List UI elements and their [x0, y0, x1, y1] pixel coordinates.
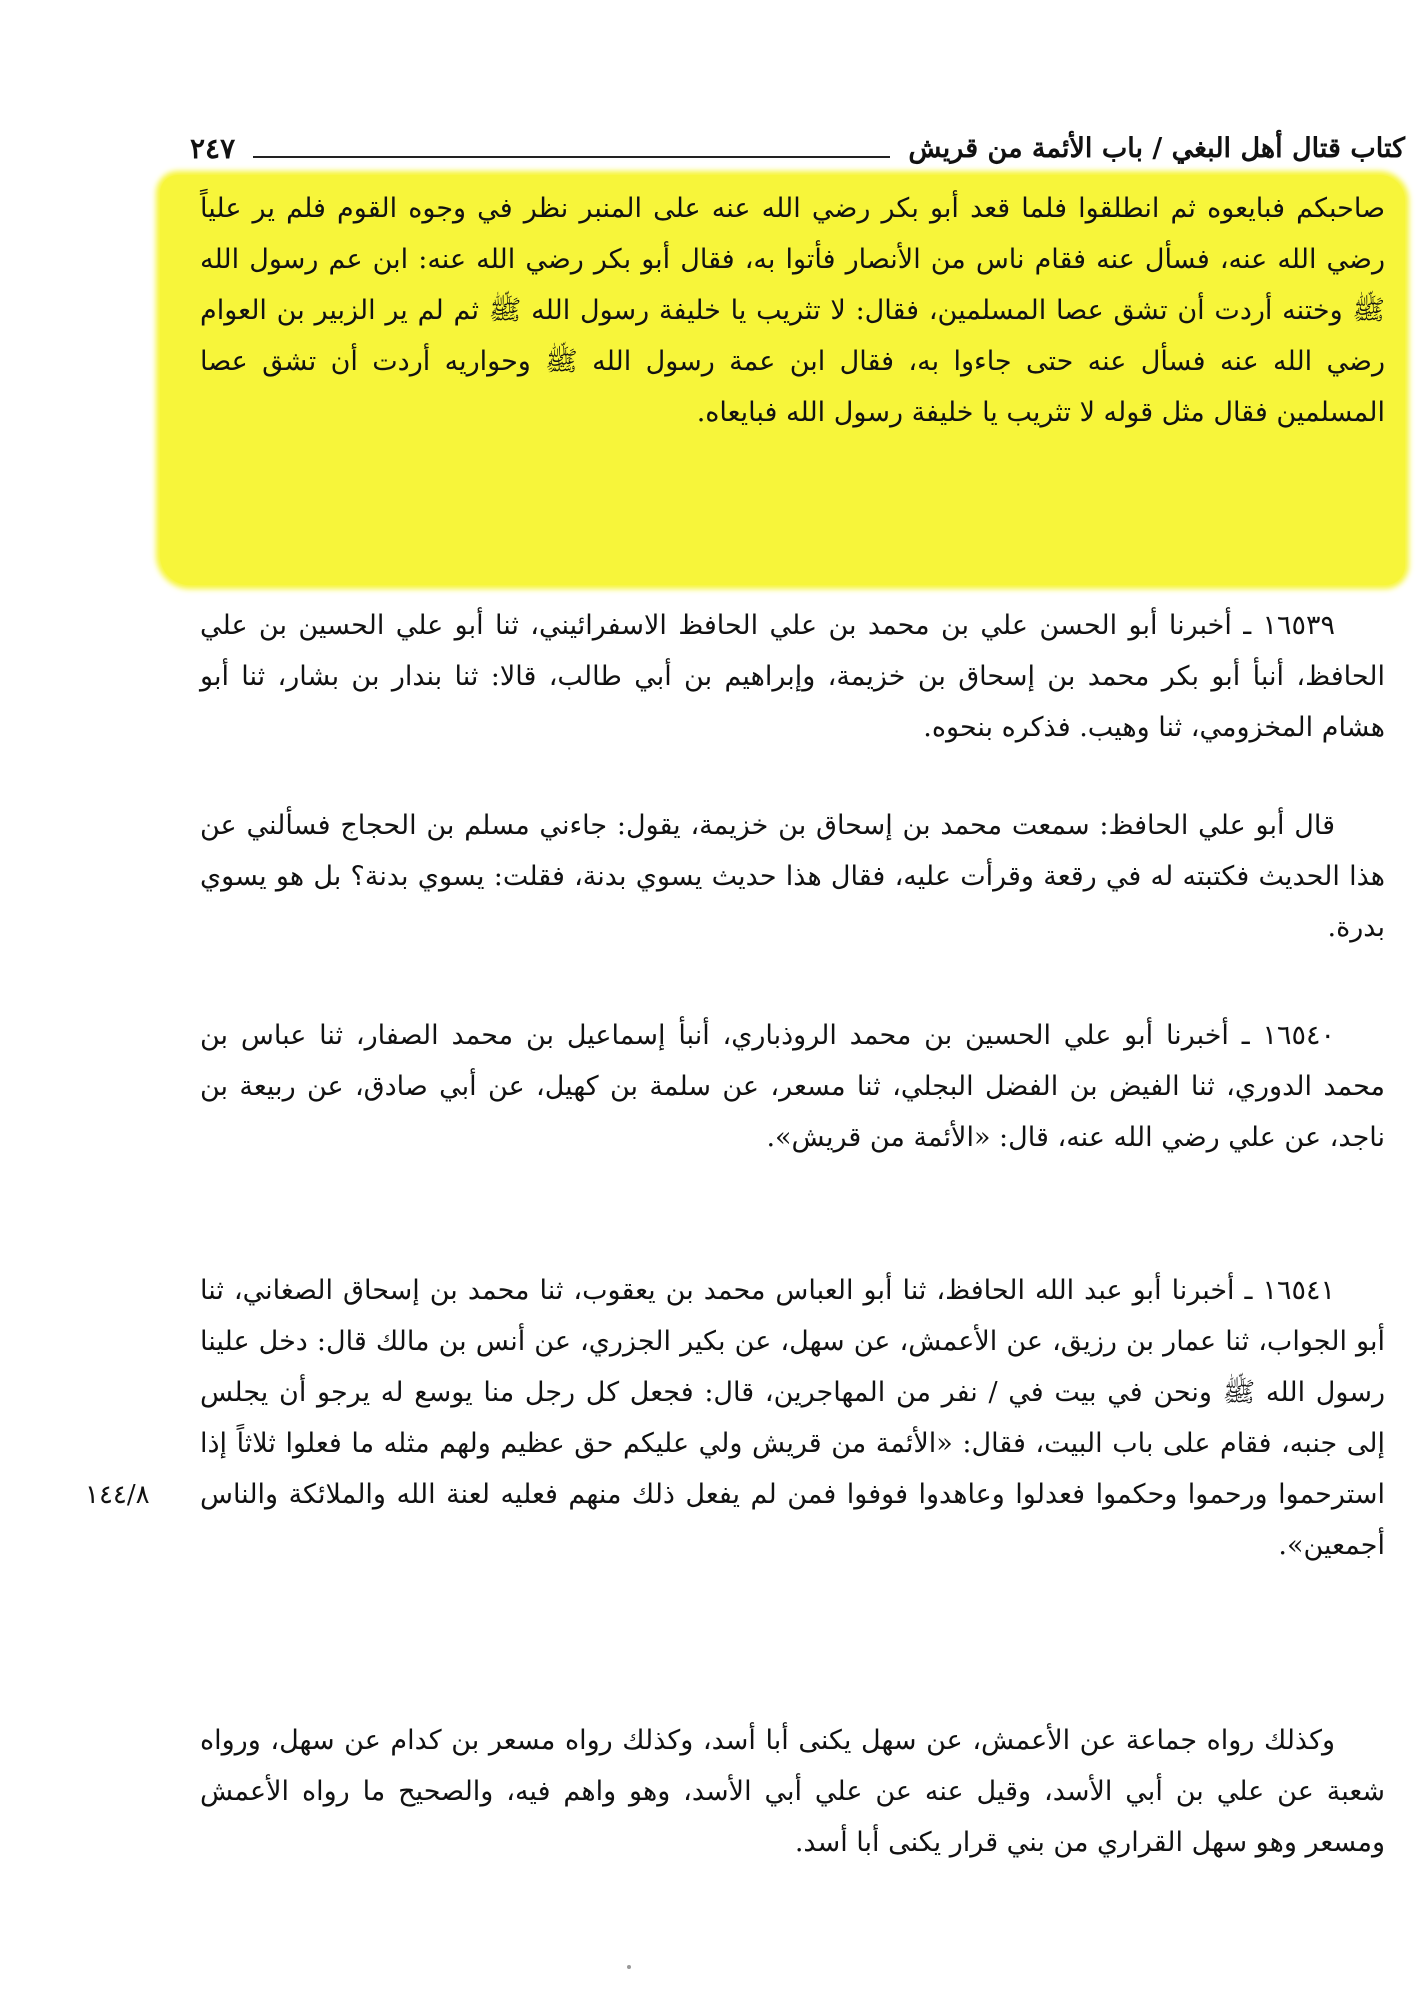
- hadith-16541-text: ١٦٥٤١ ـ أخبرنا أبو عبد الله الحافظ، ثنا أبو العباس محمد بن يعقوب، ثنا محمد بن إسحاق الصغاني، ثنا أبو الجواب، ثنا عمار بن رزيق، عن الأعمش، عن سهل، عن بكير الجزري، عن أنس بن مالك قال: دخل علينا رسول الله ﷺ ونحن في بيت في / نفر من المهاجرين، قال: فجعل كل رجل منا يوسع له يرجو أن يجلس إلى جنبه، فقام على باب البيت، فقال: «الأئمة من قريش ولي عليكم حق عظيم ولهم مثله ما فعلوا ثلاثاً إذا استرحموا ورحموا وحكموا فعدلوا وعاهدوا فوفوا فمن لم يفعل ذلك منهم فعليه لعنة الله والملائكة والناس أجمعين».: [200, 1275, 1385, 1561]
- margin-volume-reference: ١٤٤/٨: [85, 1480, 150, 1510]
- abu-ali-comment: [200, 800, 1385, 953]
- hadith-16540-text: ١٦٥٤٠ ـ أخبرنا أبو علي الحسين بن محمد الروذباري، أنبأ إسماعيل بن محمد الصفار، ثنا عباس بن محمد الدوري، ثنا الفيض بن الفضل البجلي، ثنا مسعر، عن سلمة بن كهيل، عن أبي صادق، عن ربيعة بن ناجد، عن علي رضي الله عنه، قال: «الأئمة من قريش».: [200, 1020, 1385, 1153]
- running-header: [190, 118, 1405, 178]
- hadith-16540: [200, 1010, 1385, 1163]
- hadith-16539: [200, 600, 1385, 753]
- header-rule: [253, 156, 890, 158]
- highlighted-text: صاحبكم فبايعوه ثم انطلقوا فلما قعد أبو بكر رضي الله عنه على المنبر نظر في وجوه القوم فلم ير علياً رضي الله عنه، فسأل عنه فقام ناس من الأنصار فأتوا به، فقال أبو بكر رضي الله عنه: ابن عم رسول الله ﷺ وختنه أردت أن تشق عصا المسلمين، فقال: لا تثريب يا خليفة رسول الله ﷺ ثم لم ير الزبير بن العوام رضي الله عنه فسأل عنه حتى جاءوا به، فقال ابن عمة رسول الله ﷺ وحواريه أردت أن تشق عصا المسلمين فقال مثل قوله لا تثريب يا خليفة رسول الله فبايعاه.: [200, 193, 1385, 428]
- hadith-16541: [200, 1265, 1385, 1571]
- header-title: كتاب قتال أهل البغي / باب الأئمة من قريش: [908, 132, 1405, 164]
- page-speck: [627, 1965, 631, 1969]
- page-number: ٢٤٧: [190, 131, 236, 165]
- abu-ali-comment-text: قال أبو علي الحافظ: سمعت محمد بن إسحاق بن خزيمة، يقول: جاءني مسلم بن الحجاج فسألني عن هذا الحديث فكتبته له في رقعة وقرأت عليه، فقال هذا حديث يسوي بدنة، فقلت: يسوي بدنة؟ بل هو يسوي بدرة.: [200, 810, 1385, 943]
- closing-comment: [200, 1715, 1385, 1868]
- highlighted-paragraph: [200, 183, 1385, 438]
- hadith-16539-text: ١٦٥٣٩ ـ أخبرنا أبو الحسن علي بن محمد بن علي الحافظ الاسفرائيني، ثنا أبو علي الحسين بن علي الحافظ، أنبأ أبو بكر محمد بن إسحاق بن خزيمة، وإبراهيم بن أبي طالب، قالا: ثنا بندار بن بشار، ثنا أبو هشام المخزومي، ثنا وهيب. فذكره بنحوه.: [200, 610, 1385, 743]
- closing-comment-text: وكذلك رواه جماعة عن الأعمش، عن سهل يكنى أبا أسد، وكذلك رواه مسعر بن كدام عن سهل، ورواه شعبة عن علي بن أبي الأسد، وقيل عنه عن علي أبي الأسد، وهو واهم فيه، والصحيح ما رواه الأعمش ومسعر وهو سهل القراري من بني قرار يكنى أبا أسد.: [200, 1725, 1385, 1858]
